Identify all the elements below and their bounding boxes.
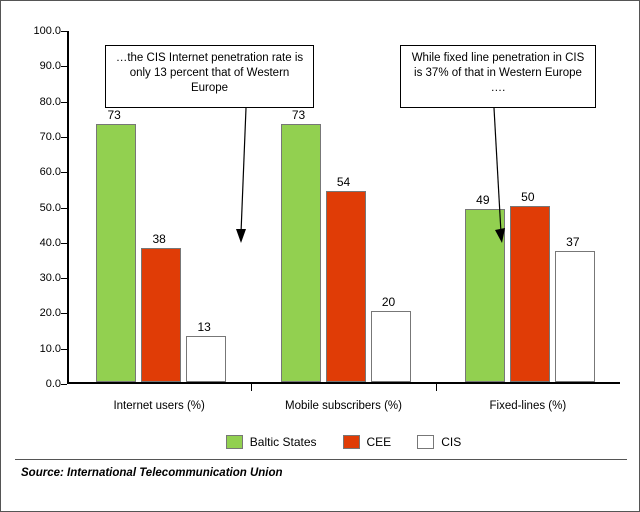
- y-axis-tick-label: 40.0: [39, 236, 61, 249]
- y-axis-tick-label: 0.0: [45, 378, 61, 390]
- legend-swatch: [343, 435, 360, 449]
- bar-value-label: 54: [336, 175, 351, 190]
- y-axis-tick-label: 30.0: [39, 272, 61, 285]
- x-axis-category-label: Internet users (%): [113, 400, 205, 412]
- legend-item: [343, 435, 392, 449]
- x-axis-category-label: Mobile subscribers (%): [285, 400, 402, 412]
- y-axis-tick-label: 100.0: [33, 25, 61, 37]
- bar: [555, 251, 595, 382]
- bar-value-label: 13: [197, 320, 211, 335]
- y-axis-tick-label: 60.0: [39, 166, 61, 179]
- bar-value-label: 37: [566, 235, 580, 250]
- source-divider: [15, 459, 627, 460]
- bar: [281, 124, 321, 382]
- legend-label: CIS: [441, 435, 462, 449]
- legend-item: [417, 435, 461, 449]
- y-axis-tick-label: 80.0: [39, 95, 61, 108]
- bar-value-label: 73: [291, 108, 306, 123]
- bar: [141, 248, 181, 382]
- bar: [510, 206, 550, 383]
- bar-value-label: 49: [476, 193, 490, 208]
- y-axis-tick-label: 10.0: [39, 342, 61, 355]
- annotation-callout-fixedline: While fixed line penetration in CIS is 37% of that in Western Europe ….: [400, 45, 596, 108]
- bar: [96, 124, 136, 382]
- legend-swatch: [226, 435, 243, 449]
- bar: [371, 311, 411, 382]
- bar-value-label: 20: [381, 295, 396, 310]
- y-axis-tick-label: 20.0: [39, 307, 61, 320]
- source-note: Source: International Telecommunication Union: [21, 467, 283, 479]
- legend: [67, 429, 620, 455]
- legend-label: Baltic States: [249, 435, 317, 449]
- y-axis-tick-label: 70.0: [39, 130, 61, 143]
- bar-value-label: 73: [107, 108, 121, 123]
- bar: [465, 209, 505, 382]
- y-axis-tick-label: 50.0: [39, 201, 61, 214]
- annotation-callout-internet: …the CIS Internet penetration rate is only 13 percent that of Western Europe: [105, 45, 314, 108]
- y-axis-tick-label: 90.0: [39, 60, 61, 73]
- bar: [186, 336, 226, 382]
- legend-label: CEE: [366, 435, 392, 449]
- legend-swatch: [417, 435, 434, 449]
- bar: [326, 191, 366, 382]
- legend-item: [226, 435, 317, 449]
- y-axis-tick-mark: [61, 384, 67, 385]
- x-axis-tick-mark: [251, 384, 252, 391]
- bar-value-label: 50: [521, 189, 535, 204]
- bar-value-label: 38: [152, 231, 166, 246]
- x-axis-tick-mark: [436, 384, 437, 391]
- x-axis-category-label: Fixed-lines (%): [489, 400, 567, 412]
